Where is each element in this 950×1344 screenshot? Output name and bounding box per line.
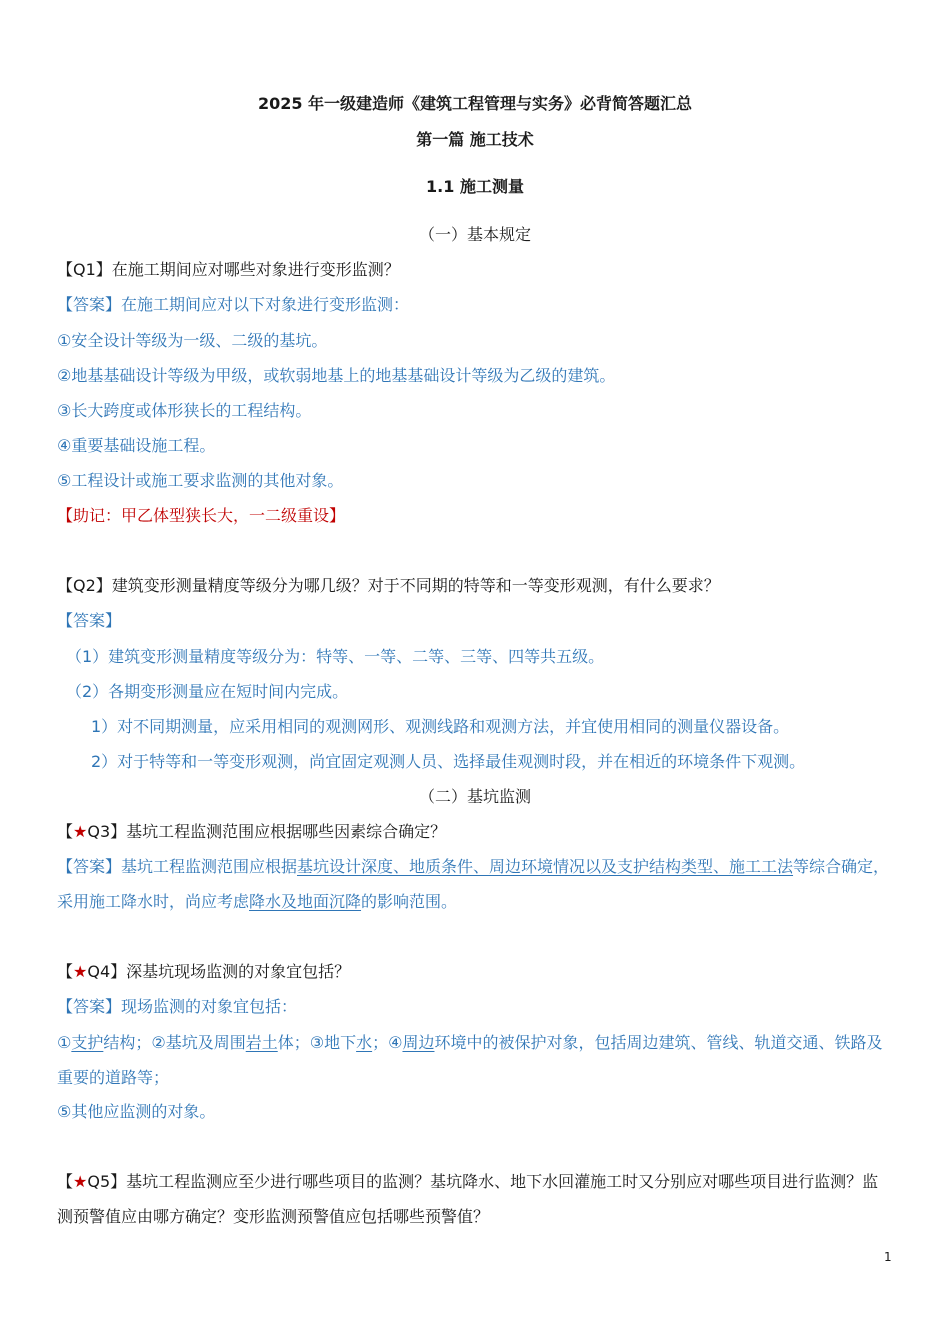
bracket: 【 [57,962,74,981]
q2-subpoint-2: 2）对于特等和一等变形观测，尚宜固定观测人员、选择最佳观测时段，并在相近的环境条件下观测。 [91,752,806,771]
q3-question-text: Q3】基坑工程监测范围应根据哪些因素综合确定？ [87,822,447,841]
star-icon: ★ [73,962,88,981]
q4-question-text: Q4】深基坑现场监测的对象宜包括？ [87,962,351,981]
part-heading: 第一篇 施工技术 [416,130,534,149]
q4-underlined: 水 [356,1033,373,1052]
q4-underlined: 支护 [71,1033,104,1052]
q1-item: ③长大跨度或体形狭长的工程结构。 [57,401,312,420]
q4-text: 结构；②基坑及周围 [103,1033,246,1052]
q4-underlined: 岩土 [245,1033,278,1052]
q3-answer [57,849,893,919]
page-number: 1 [884,1250,892,1264]
q2-question: 【Q2】建筑变形测量精度等级分为哪几级？对于不同期的特等和一等变形观测，有什么要求？ [57,576,720,595]
q3-answer-underlined: 基坑设计深度、地质条件、周边环境情况以及支护结构类型、施工工法 [297,857,794,876]
q1-item: ⑤工程设计或施工要求监测的其他对象。 [57,471,344,490]
q4-answer-list [57,1025,893,1095]
q3-answer-text: 等综合确定，采用施工降水时，尚应考虑 [57,857,890,911]
q2-subpoint-1: 1）对不同期测量，应采用相同的观测网形、观测线路和观测方法，并宜使用相同的测量仪器设备。 [91,717,790,736]
q5-question-text: Q5】基坑工程监测应至少进行哪些项目的监测？基坑降水、地下水回灌施工时又分别应对哪些项目进行监测？监测预警值应由哪方确定？变形监测预警值应包括哪些预警值？ [57,1172,879,1226]
section-heading-basic-rules: （一）基本规定 [418,225,531,244]
q3-answer-text: 【答案】基坑工程监测范围应根据 [57,857,298,876]
q2-point-1: （1）建筑变形测量精度等级分为：特等、一等、二等、三等、四等共五级。 [66,647,605,666]
q2-answer-label: 【答案】 [57,611,122,630]
q1-answer-intro: 【答案】在施工期间应对以下对象进行变形监测： [57,295,410,314]
star-icon: ★ [73,1172,88,1191]
q1-item: ①安全设计等级为一级、二级的基坑。 [57,331,328,350]
q1-question: 【Q1】在施工期间应对哪些对象进行变形监测？ [57,260,400,279]
star-icon: ★ [73,822,88,841]
bracket: 【 [57,822,74,841]
q2-point-2: （2）各期变形测量应在短时间内完成。 [66,682,349,701]
q4-answer-intro: 【答案】现场监测的对象宜包括： [57,997,298,1016]
q4-text: ；④ [372,1033,403,1052]
q1-mnemonic: 【助记：甲乙体型狭长大，一二级重设】 [57,506,346,525]
q3-answer-text: 的影响范围。 [361,892,458,911]
q4-text: 体；③地下 [277,1033,357,1052]
q3-answer-underlined: 降水及地面沉降 [249,892,362,911]
q4-text: ① [57,1033,72,1052]
section-heading-pit-monitoring: （二）基坑监测 [418,787,531,806]
q4-item-5: ⑤其他应监测的对象。 [57,1102,216,1121]
bracket: 【 [57,1172,74,1191]
q5-question [57,1164,893,1234]
q1-item: ④重要基础设施工程。 [57,436,216,455]
q4-text: 环境中的被保护对象，包括周边建筑、管线、轨道交通、铁路及重要的道路等； [57,1033,883,1087]
q1-item: ②地基基础设计等级为甲级，或软弱地基上的地基基础设计等级为乙级的建筑。 [57,366,616,385]
q3-question [57,821,446,843]
q4-underlined: 周边 [402,1033,435,1052]
document-title: 2025 年一级建造师《建筑工程管理与实务》必背简答题汇总 [257,94,693,113]
q4-question [57,961,350,983]
chapter-heading: 1.1 施工测量 [426,177,524,196]
